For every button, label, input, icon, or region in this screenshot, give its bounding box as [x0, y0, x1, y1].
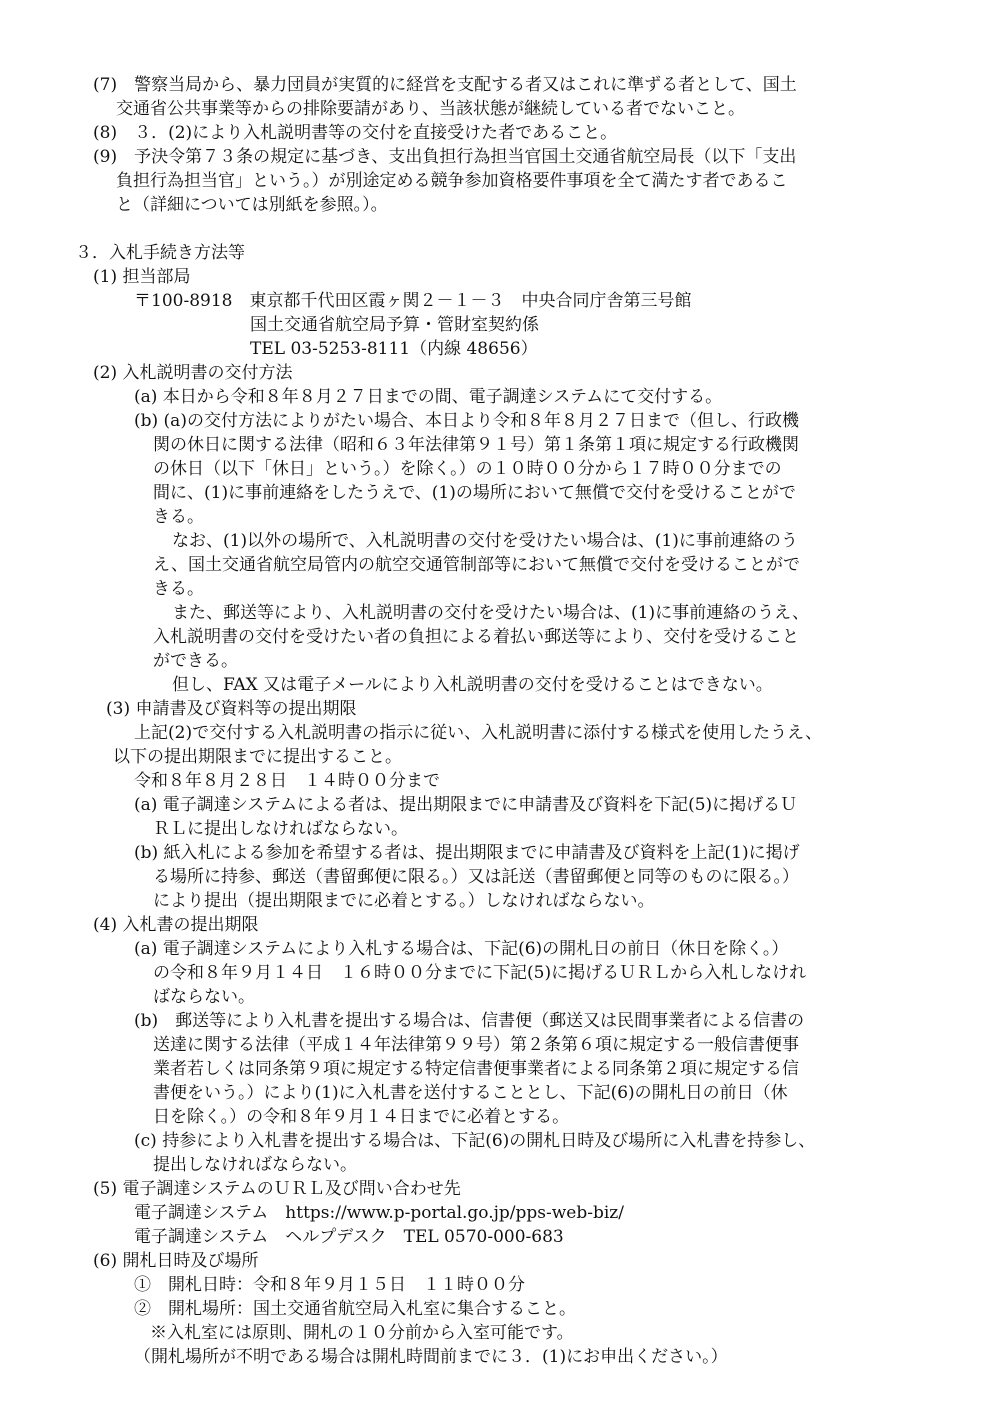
text-line: ① 開札日時：令和８年９月１５日 １１時００分: [134, 1275, 525, 1295]
text-line: (c) 持参により入札書を提出する場合は、下記(6)の開札日時及び場所に入札書を持参し、: [134, 1131, 816, 1151]
text-line: と（詳細については別紙を参照。）。: [116, 195, 388, 215]
text-line: (b) (a)の交付方法によりがたい場合、本日より令和８年８月２７日まで（但し、行政機: [134, 411, 799, 431]
text-line: (a) 本日から令和８年８月２７日までの間、電子調達システムにて交付する。: [134, 387, 723, 407]
text-line: （開札場所が不明である場合は開札時間前までに３．(1)にお申出ください。）: [134, 1347, 728, 1367]
text-line: ができる。: [153, 651, 238, 671]
text-line: ばならない。: [153, 987, 255, 1007]
text-line: 提出しなければならない。: [153, 1155, 357, 1175]
text-line: ※入札室には原則、開札の１０分前から入室可能です。: [150, 1323, 574, 1343]
text-line: の休日（以下「休日」という。）を除く。）の１０時００分から１７時００分までの: [153, 459, 782, 479]
text-line: 但し、FAX 又は電子メールにより入札説明書の交付を受けることはできない。: [172, 675, 773, 695]
text-line: 負担行為担当官」という。）が別途定める競争参加資格要件事項を全て満たす者であるこ: [116, 171, 788, 191]
text-line: 〒100-8918 東京都千代田区霞ヶ関２－１－３ 中央合同庁舎第三号館: [134, 291, 692, 311]
text-line: 書便をいう。）により(1)に入札書を送付することとし、下記(6)の開札日の前日（休: [153, 1083, 788, 1103]
text-line: きる。: [153, 579, 204, 599]
subsection-heading: (2) 入札説明書の交付方法: [93, 363, 293, 383]
text-line: 電子調達システム ヘルプデスク TEL 0570-000-683: [134, 1227, 564, 1247]
subsection-heading: (6) 開札日時及び場所: [93, 1251, 259, 1271]
text-line: 業者若しくは同条第９項に規定する特定信書便事業者による同条第２項に規定する信: [153, 1059, 799, 1079]
text-line: 上記(2)で交付する入札説明書の指示に従い、入札説明書に添付する様式を使用したうえ、: [134, 723, 823, 743]
text-line: 令和８年８月２８日 １４時００分まで: [134, 771, 440, 791]
text-line: また、郵送等により、入札説明書の交付を受けたい場合は、(1)に事前連絡のうえ、: [172, 603, 810, 623]
text-line: 日を除く。）の令和８年９月１４日までに必着とする。: [153, 1107, 570, 1127]
text-line: の令和８年９月１４日 １６時００分までに下記(5)に掲げるＵＲＬから入札しなけれ: [153, 963, 807, 983]
text-line: 関の休日に関する法律（昭和６３年法律第９１号）第１条第１項に規定する行政機関: [153, 435, 799, 455]
text-line: 間に、(1)に事前連絡をしたうえで、(1)の場所において無償で交付を受けることがで: [153, 483, 796, 503]
text-line: なお、(1)以外の場所で、入札説明書の交付を受けたい場合は、(1)に事前連絡のう: [172, 531, 798, 551]
text-line: (8) ３．(2)により入札説明書等の交付を直接受けた者であること。: [93, 123, 618, 143]
text-line: きる。: [153, 507, 204, 527]
text-line: る場所に持参、郵送（書留郵便に限る。）又は託送（書留郵便と同等のものに限る。）: [153, 867, 799, 887]
text-line: (b) 紙入札による参加を希望する者は、提出期限までに申請書及び資料を上記(1)に掲げ: [134, 843, 800, 863]
text-line: (a) 電子調達システムによる者は、提出期限までに申請書及び資料を下記(5)に掲げるＵ: [134, 795, 798, 815]
text-line: ② 開札場所：国土交通省航空局入札室に集合すること。: [134, 1299, 576, 1319]
section-heading: ３．入札手続き方法等: [75, 243, 245, 263]
text-line: (9) 予決令第７３条の規定に基づき、支出負担行為担当官国土交通省航空局長（以下「支出: [93, 147, 797, 167]
text-line: (7) 警察当局から、暴力団員が実質的に経営を支配する者又はこれに準ずる者として、国土: [93, 75, 797, 95]
text-line: 交通省公共事業等からの排除要請があり、当該状態が継続している者でないこと。: [116, 99, 745, 119]
text-line: 入札説明書の交付を受けたい者の負担による着払い郵送等により、交付を受けること: [153, 627, 799, 647]
text-line: (a) 電子調達システムにより入札する場合は、下記(6)の開札日の前日（休日を除く。）: [134, 939, 789, 959]
subsection-heading: (4) 入札書の提出期限: [93, 915, 259, 935]
subsection-heading: (1) 担当部局: [93, 267, 191, 287]
text-line: 以下の提出期限までに提出すること。: [113, 747, 402, 767]
text-line: ＲＬに提出しなければならない。: [153, 819, 408, 839]
text-line: (b) 郵送等により入札書を提出する場合は、信書便（郵送又は民間事業者による信書の: [134, 1011, 805, 1031]
portal-url-link[interactable]: 電子調達システム https://www.p-portal.go.jp/pps-web-biz/: [134, 1203, 624, 1223]
text-line: 送達に関する法律（平成１４年法律第９９号）第２条第６項に規定する一般信書便事: [153, 1035, 799, 1055]
subsection-heading: (3) 申請書及び資料等の提出期限: [106, 699, 357, 719]
text-line: により提出（提出期限までに必着とする。）しなければならない。: [153, 891, 655, 911]
text-line: え、国土交通省航空局管内の航空交通管制部等において無償で交付を受けることがで: [153, 555, 801, 575]
text-line: 国土交通省航空局予算・管財室契約係: [250, 315, 539, 335]
text-line: TEL 03-5253-8111（内線 48656）: [250, 339, 538, 359]
subsection-heading: (5) 電子調達システムのＵＲＬ及び問い合わせ先: [93, 1179, 461, 1199]
